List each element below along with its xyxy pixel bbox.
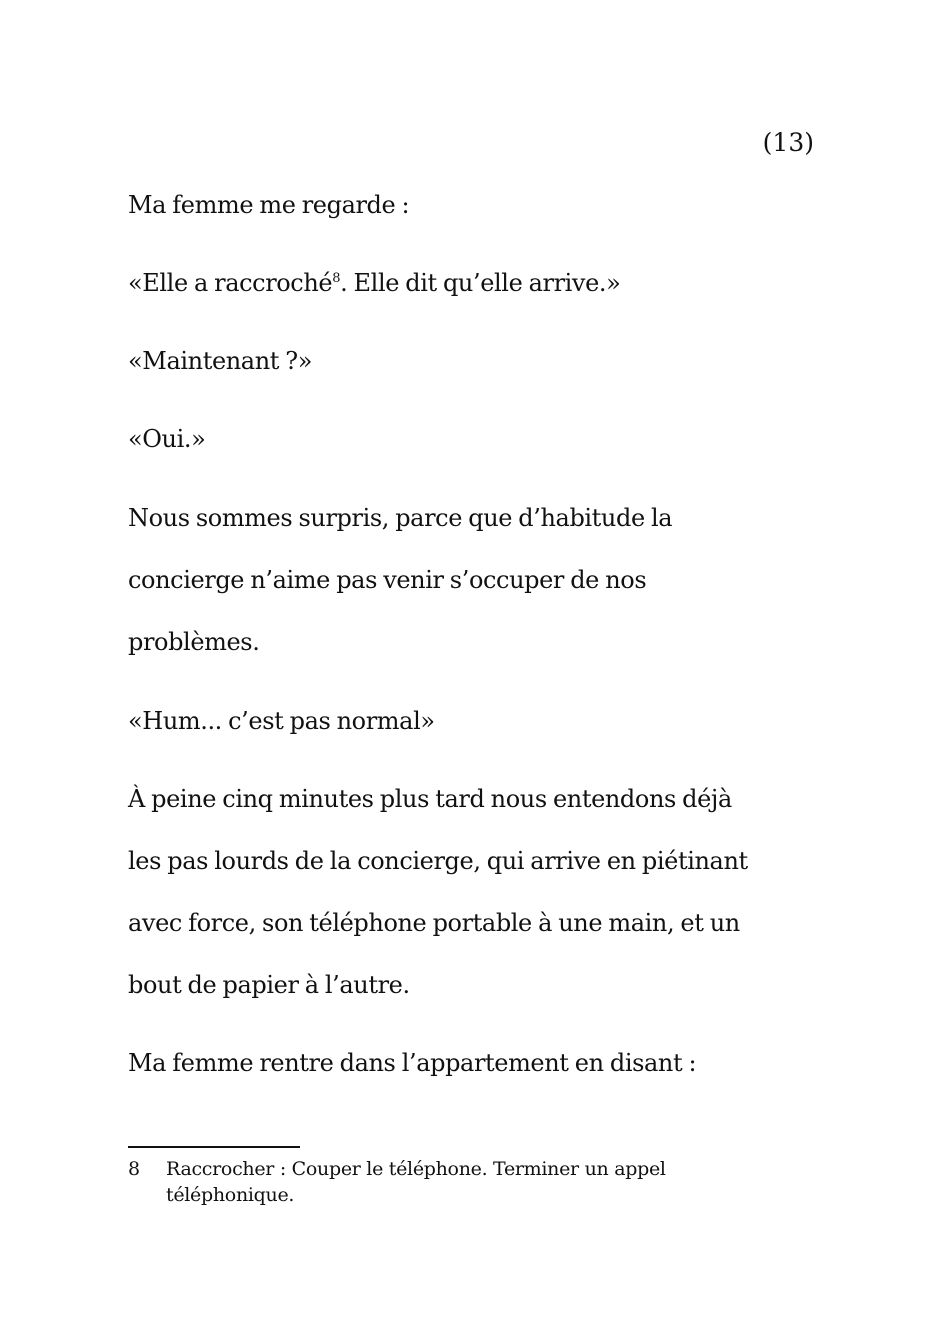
footnote-number: 8 (128, 1158, 141, 1180)
paragraph-line: les pas lourds de la concierge, qui arrive en piétinant (128, 847, 748, 875)
footnote-divider (128, 1146, 300, 1148)
paragraph-line: avec force, son téléphone portable à une main, et un (128, 909, 740, 937)
paragraph-line: bout de papier à l’autre. (128, 971, 410, 999)
dialogue-line (128, 267, 620, 299)
paragraph-line: Ma femme me regarde : (128, 191, 410, 219)
paragraph-line: concierge n’aime pas venir s’occuper de nos (128, 566, 647, 594)
dialogue-text: . Elle dit qu’elle arrive.» (340, 269, 621, 297)
footnote-text: Raccrocher : Couper le téléphone. Terminer un appel téléphonique. (166, 1158, 666, 1206)
paragraph-line: problèmes. (128, 628, 260, 656)
paragraph-line: Nous sommes surpris, parce que d’habitude la (128, 504, 673, 532)
dialogue-text: «Elle a raccroché (128, 269, 333, 297)
paragraph-line: À peine cinq minutes plus tard nous entendons déjà (128, 785, 732, 813)
page-number: (13) (762, 128, 814, 157)
dialogue-line: «Oui.» (128, 425, 206, 453)
footnote-reference[interactable]: 8 (332, 271, 341, 286)
dialogue-line: «Hum... c’est pas normal» (128, 707, 435, 735)
paragraph-line: Ma femme rentre dans l’appartement en disant : (128, 1049, 697, 1077)
dialogue-line: «Maintenant ?» (128, 347, 312, 375)
